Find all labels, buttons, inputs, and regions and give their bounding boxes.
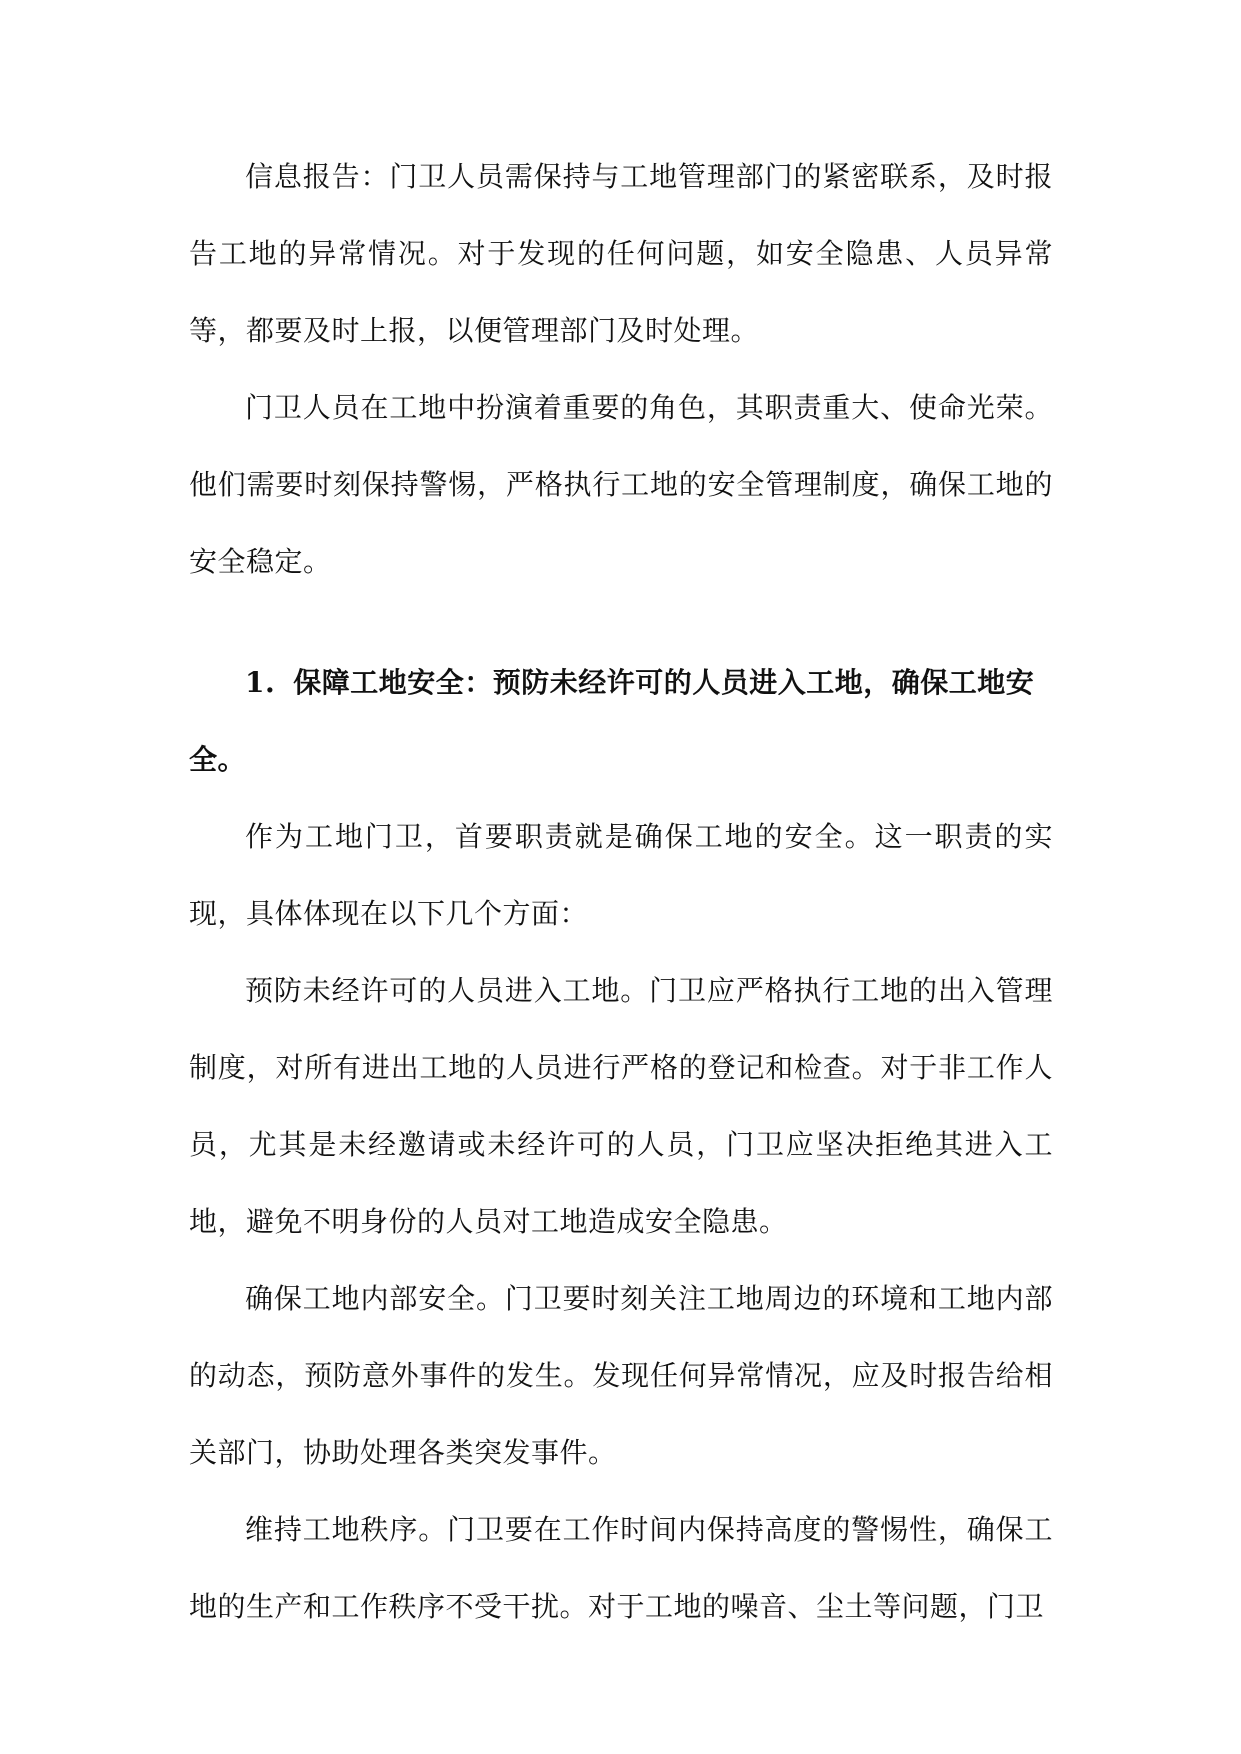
- paragraph-prevent-entry: 预防未经许可的人员进入工地。门卫应严格执行工地的出入管理制度，对所有进出工地的人员进行严格的登记和检查。对于非工作人员，尤其是未经邀请或未经许可的人员，门卫应坚决拒绝其进入工地，避免不明身份的人员对工地造成安全隐患。: [189, 974, 1053, 1238]
- paragraph-maintain-order: 维持工地秩序。门卫要在工作时间内保持高度的警惕性，确保工地的生产和工作秩序不受干扰。对于工地的噪音、尘土等问题，门卫: [189, 1513, 1053, 1623]
- paragraph-primary-duty: 作为工地门卫，首要职责就是确保工地的安全。这一职责的实现，具体体现在以下几个方面：: [189, 820, 1053, 930]
- paragraph-internal-safety: 确保工地内部安全。门卫要时刻关注工地周边的环境和工地内部的动态，预防意外事件的发生。发现任何异常情况，应及时报告给相关部门，协助处理各类突发事件。: [189, 1282, 1053, 1469]
- paragraph-info-report: 信息报告：门卫人员需保持与工地管理部门的紧密联系，及时报告工地的异常情况。对于发现的任何问题，如安全隐患、人员异常等，都要及时上报，以便管理部门及时处理。: [189, 160, 1053, 347]
- section-heading: [189, 644, 1053, 798]
- paragraph-guard-role: 门卫人员在工地中扮演着重要的角色，其职责重大、使命光荣。他们需要时刻保持警惕，严格执行工地的安全管理制度，确保工地的安全稳定。: [189, 391, 1053, 578]
- section-number: 1.: [245, 666, 276, 699]
- document-body: [189, 138, 1053, 1645]
- section-title: 保障工地安全：预防未经许可的人员进入工地，确保工地安全。: [189, 666, 1035, 776]
